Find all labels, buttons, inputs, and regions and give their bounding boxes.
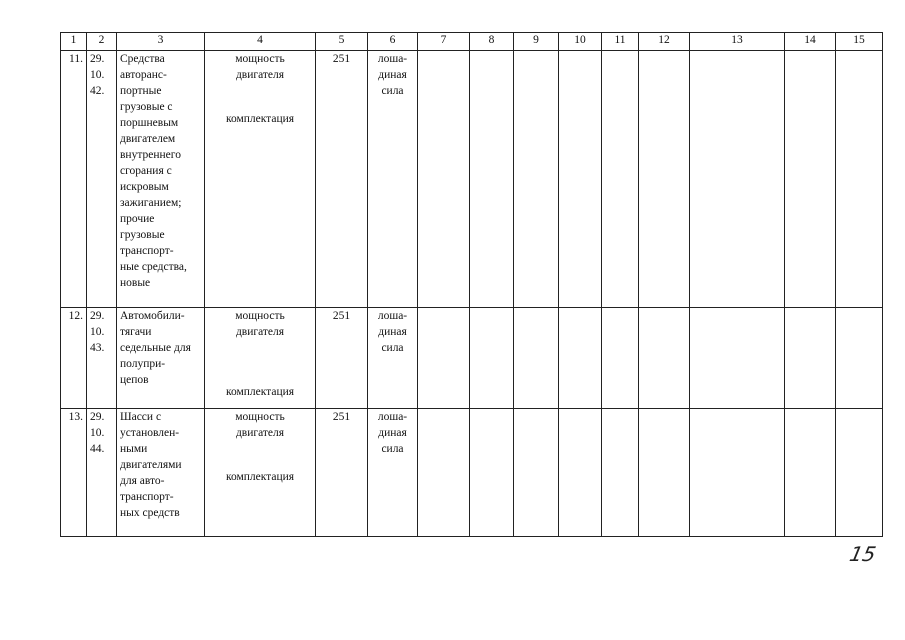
okpd-code [87,51,117,308]
name-line: авторанс- [120,69,167,81]
empty-cell [514,308,559,409]
empty-cell [785,51,836,308]
name-line: цепов [120,374,149,386]
empty-cell [514,409,559,537]
code-part: 10. [90,427,105,439]
unit-line: диная [378,69,407,81]
col-header: 15 [836,33,883,51]
empty-cell [690,308,785,409]
col-header: 5 [316,33,368,51]
col-header: 1 [61,33,87,51]
name-line: установлен- [120,427,180,439]
name-line: искровым [120,181,169,193]
name-line: поршневым [120,117,179,129]
unit-line: лоша- [377,53,408,65]
name-line: двигателями [120,459,182,471]
characteristics [205,51,316,308]
specification-table [60,32,883,537]
col-header: 9 [514,33,559,51]
name-line: грузовые [120,229,165,241]
indicator-line: мощность [235,310,285,322]
unit-line: лоша- [377,411,408,423]
name-line: транспорт- [120,491,174,503]
empty-cell [470,51,514,308]
empty-cell [639,308,690,409]
col-header: 4 [205,33,316,51]
name-line: Шасси с [120,411,162,423]
code-part: 10. [90,69,105,81]
row-number: 13. [61,409,87,537]
code-part: 29. [90,411,105,423]
table-row [61,51,883,308]
code-part: 42. [90,85,105,97]
code-part: 44. [90,443,105,455]
name-line: тягачи [120,326,152,338]
name-line: для авто- [120,475,165,487]
empty-cell [602,51,639,308]
indicator-line: двигателя [235,427,285,439]
page-number: 15 [847,542,879,566]
name-line: прочие [120,213,155,225]
item-name [117,51,205,308]
empty-cell [639,409,690,537]
empty-cell [418,409,470,537]
empty-cell [470,409,514,537]
unit-line: лоша- [377,310,408,322]
unit-line: диная [378,326,407,338]
empty-cell [602,308,639,409]
name-line: транспорт- [120,245,174,257]
col-header: 7 [418,33,470,51]
name-line: Средства [120,53,165,65]
empty-cell [418,51,470,308]
col-header: 10 [559,33,602,51]
indicator-line: двигателя [235,326,285,338]
item-name [117,409,205,537]
code-part: 10. [90,326,105,338]
indicator-line: двигателя [235,69,285,81]
unit-name [368,409,418,537]
empty-cell [418,308,470,409]
indicator-line: мощность [235,53,285,65]
col-header: 11 [602,33,639,51]
empty-cell [836,51,883,308]
name-line: ными [120,443,148,455]
empty-cell [559,51,602,308]
code-part: 29. [90,310,105,322]
table-row [61,409,883,537]
indicator-line: мощность [235,411,285,423]
col-header: 6 [368,33,418,51]
col-header: 13 [690,33,785,51]
empty-cell [785,409,836,537]
name-line: грузовые с [120,101,173,113]
name-line: ных средств [120,507,180,519]
name-line: сгорания с [120,165,172,177]
empty-cell [514,51,559,308]
indicator-line: комплектация [225,386,295,398]
empty-cell [785,308,836,409]
name-line: новые [120,277,151,289]
characteristics [205,409,316,537]
empty-cell [690,409,785,537]
col-header: 14 [785,33,836,51]
name-line: портные [120,85,162,97]
item-name [117,308,205,409]
name-line: Автомобили- [120,310,185,322]
unit-line: диная [378,427,407,439]
characteristics [205,308,316,409]
empty-cell [559,308,602,409]
empty-cell [836,409,883,537]
okei-code: 251 [316,409,368,537]
unit-line: сила [381,85,404,97]
unit-line: сила [381,342,404,354]
col-header: 3 [117,33,205,51]
indicator-line: комплектация [225,471,295,483]
empty-cell [639,51,690,308]
name-line: зажиганием; [120,197,182,209]
name-line: седельные для [120,342,191,354]
empty-cell [836,308,883,409]
name-line: ные средства, [120,261,187,273]
code-part: 29. [90,53,105,65]
unit-name [368,51,418,308]
row-number: 12. [61,308,87,409]
table-row [61,308,883,409]
empty-cell [470,308,514,409]
header-row [61,33,883,51]
name-line: полупри- [120,358,166,370]
okei-code: 251 [316,308,368,409]
col-header: 12 [639,33,690,51]
unit-name [368,308,418,409]
okpd-code [87,409,117,537]
indicator-line: комплектация [225,113,295,125]
empty-cell [602,409,639,537]
empty-cell [690,51,785,308]
name-line: двигателем [120,133,176,145]
okei-code: 251 [316,51,368,308]
col-header: 2 [87,33,117,51]
okpd-code [87,308,117,409]
code-part: 43. [90,342,105,354]
name-line: внутреннего [120,149,181,161]
unit-line: сила [381,443,404,455]
col-header: 8 [470,33,514,51]
row-number: 11. [61,51,87,308]
empty-cell [559,409,602,537]
